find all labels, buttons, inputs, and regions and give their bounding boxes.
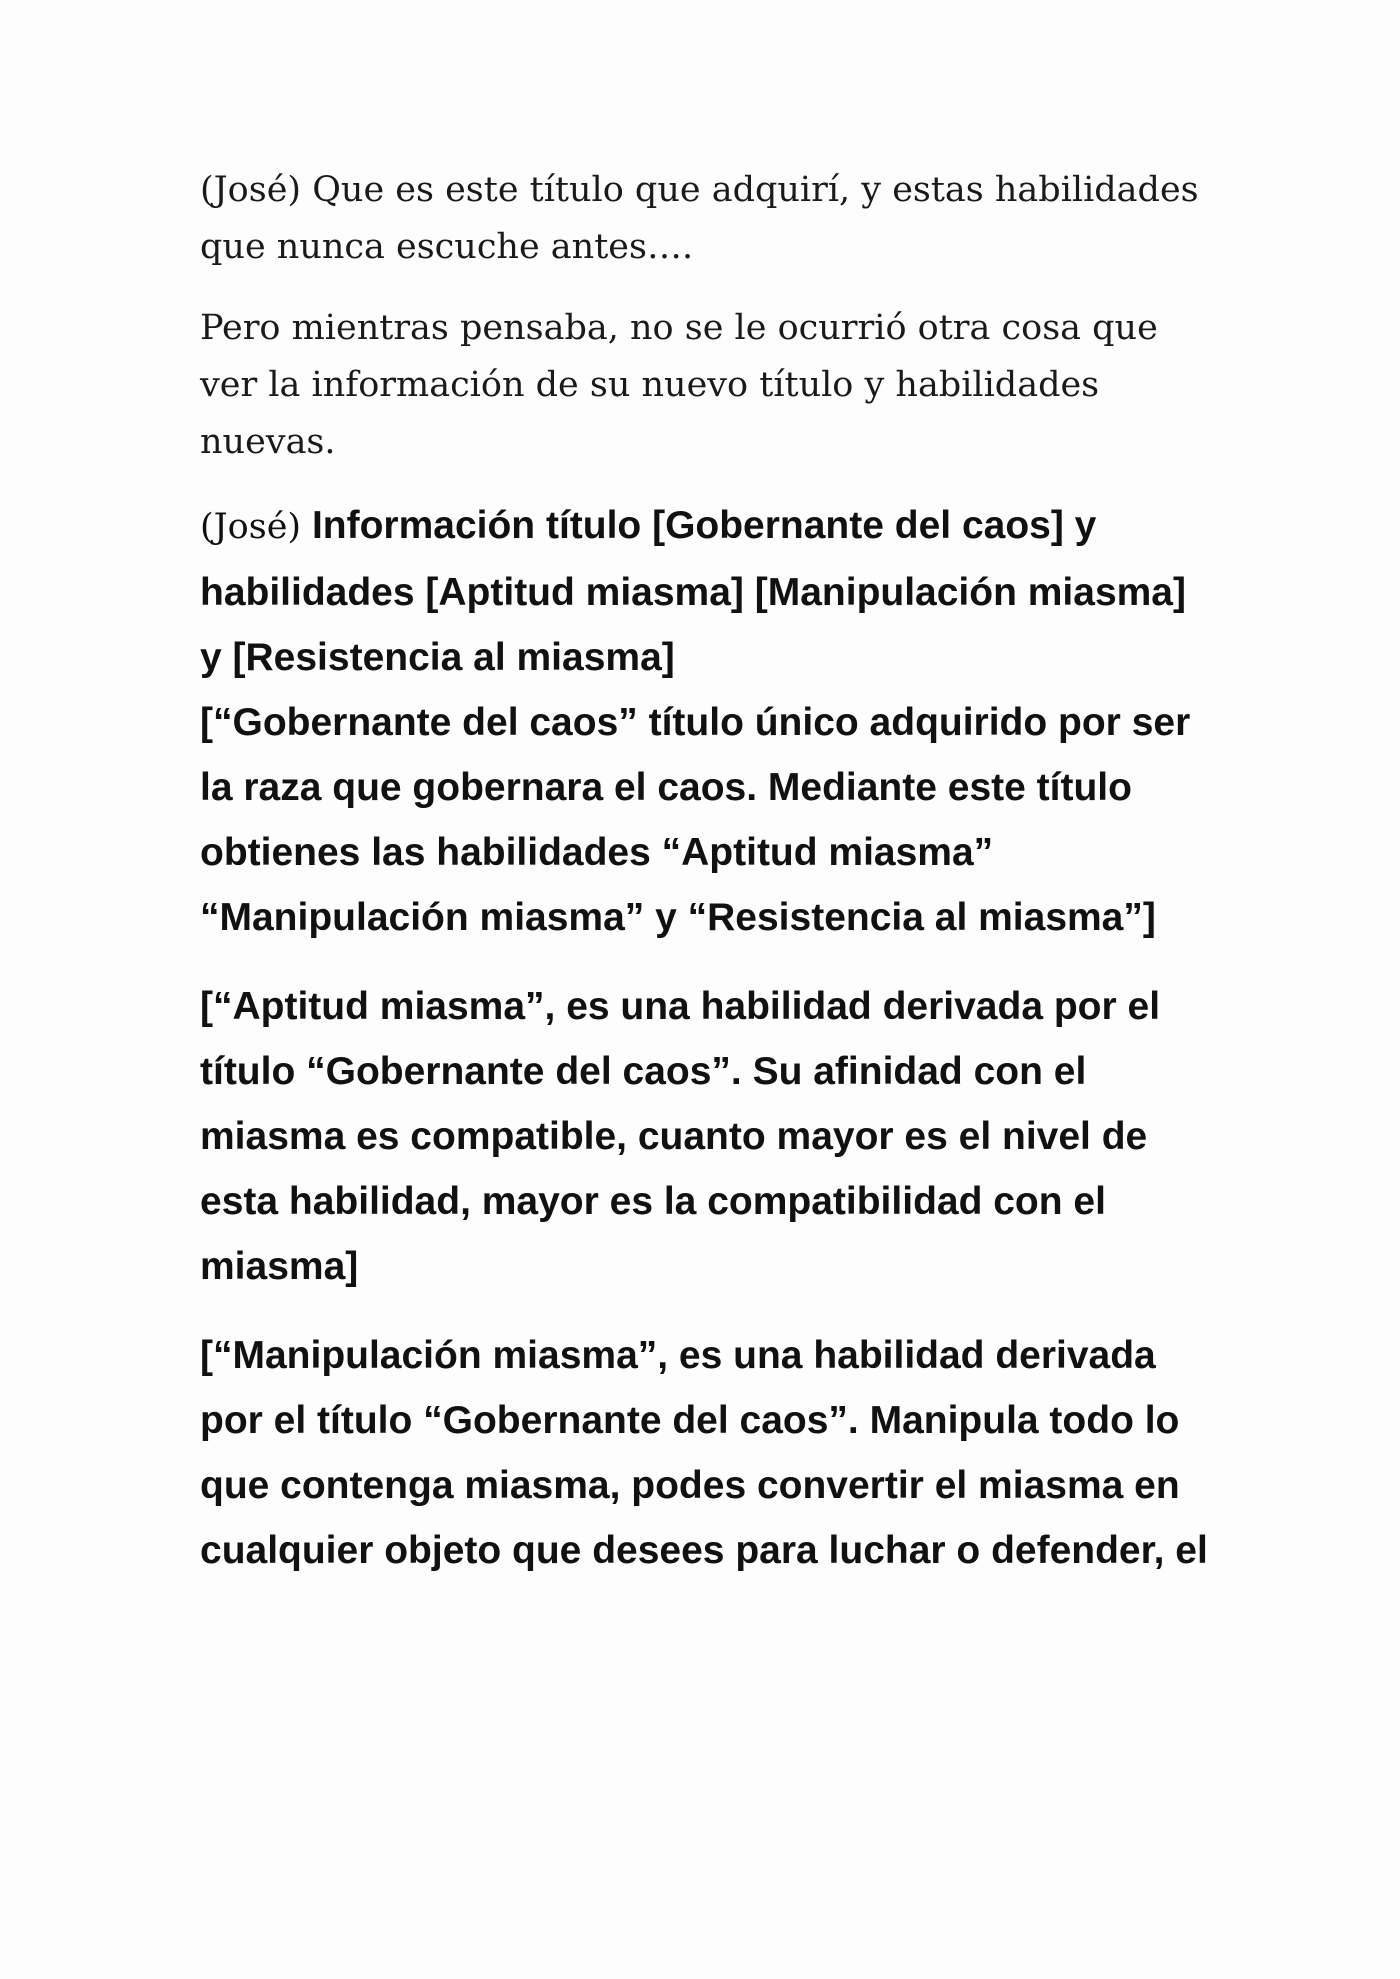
speaker-label: (José) xyxy=(200,507,302,547)
document-page xyxy=(200,162,1210,1607)
status-block-title: [“Gobernante del caos” título único adquirido por ser la raza que gobernara el caos. Mediante este título obtienes las habilidades “Aptitud miasma” “Manipulación miasma” y “Resistencia al miasma”] xyxy=(200,701,1191,939)
paragraph-jose-thought: (José) Que es este título que adquirí, y estas habilidades que nunca escuche antes…. xyxy=(200,170,1199,267)
paragraph-info-request xyxy=(200,493,1210,690)
status-block-manipulacion: [“Manipulación miasma”, es una habilidad derivada por el título “Gobernante del caos”. Manipula todo lo que contenga miasma, podes convertir el miasma en cualquier objeto que desees para luchar o defender, el xyxy=(200,1334,1208,1572)
status-block-aptitud: [“Aptitud miasma”, es una habilidad derivada por el título “Gobernante del caos”. Su afinidad con el miasma es compatible, cuanto mayor es el nivel de esta habilidad, mayor es la compatibilidad con el miasma] xyxy=(200,985,1161,1288)
info-request-text: Información título [Gobernante del caos] y habilidades [Aptitud miasma] [Manipulación miasma] y [Resistencia al miasma] xyxy=(200,504,1186,679)
paragraph-narration: Pero mientras pensaba, no se le ocurrió otra cosa que ver la información de su nuevo título y habilidades nuevas. xyxy=(200,308,1158,462)
